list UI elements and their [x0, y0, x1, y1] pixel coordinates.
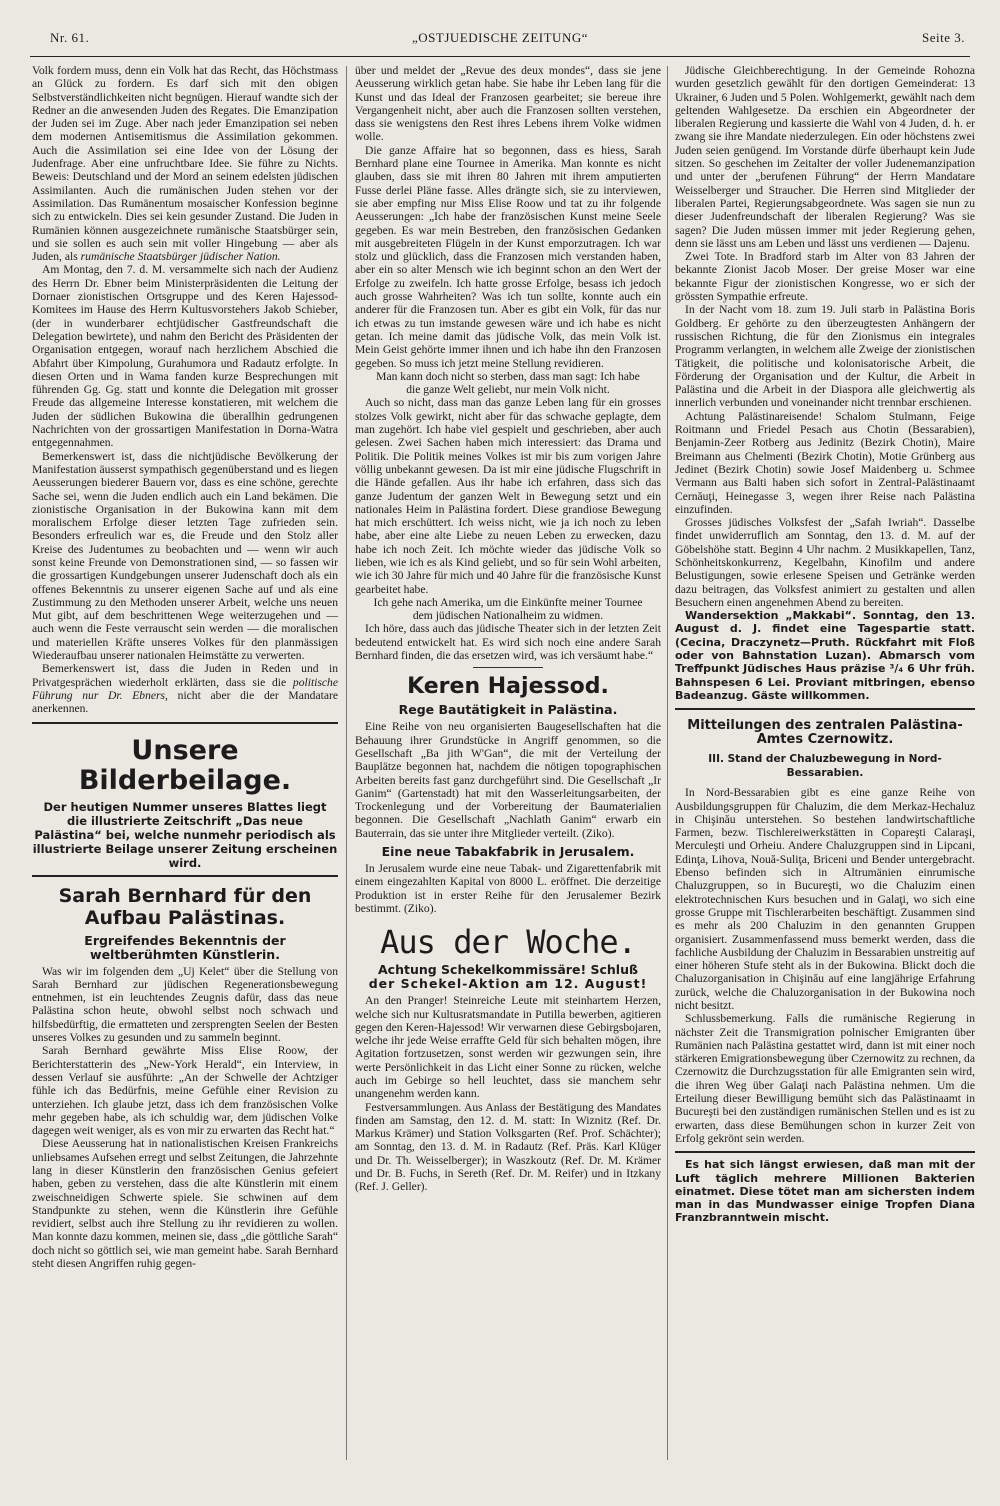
article-text: Was wir im folgenden dem „Uj Kelet“ über die Stellung von Sarah Bernhard zur jüdischen Regenerationsbewegung entnehmen, ist ein leuchtendes Zeugnis dafür, dass das neue Palästina schon heute, obwohl selbst noch schwach und hilfsbedürftig, die ermatteten und zersprengten Seelen der Besten unseres Volkes zu gesunden und zu sammeln beginnt. — [32, 964, 338, 1045]
box-text: Der heutigen Nummer unseres Blattes liegt die illustrierte Zeitschrift „Das neue Palästina“ bei, welche nunmehr periodisch als illustrierte Beilage unserer Zeitung erscheinen wird. — [32, 799, 338, 870]
article-text: Ich höre, dass auch das jüdische Theater sich in der letzten Zeit bedeutend entwickelt hat. Es wird sich noch eine andere Sarah Bernhard finden, die das ersetzen wird, was ich versäumt habe.“ — [355, 622, 661, 663]
section-headline: Mitteilungen des zentralen Palästina-Amtes Czernowitz. — [687, 718, 963, 748]
article-text: Bemerkenswert ist, dass die Juden in Reden und in Privatgesprächen wiederholt erklärten, dass sie die politische Führung nur Dr. Ebners, nicht aber die der Mandatare anerkennen. — [32, 662, 338, 716]
bilderbeilage-box — [32, 722, 338, 877]
header-rule — [30, 56, 970, 57]
article-text: Achtung Palästinareisende! Schalom Stulmann, Feige Roitmann und Friedel Pesach aus Chotin (Bessarabien), Benjamin-Zeer Rotberg aus Jedinitz (Bezirk Chotin), Maire Breimann aus Chelmenti (Bezirk Chotin), Motie Grünberg aus Jedinet (Bezirk Chotin) sowie Josef Maidenberg u. Schmee Vermann aus Balti haben sich sofort in Zentral-Palästinaamt Cernăuţi, Heinegasse 3, wegen ihrer Reise nach Palästina einzufinden. — [675, 409, 975, 516]
article-text: An den Pranger! Steinreiche Leute mit steinhartem Herzen, welche sich nur Kultusratsmandate in Putilla bewerben, agitieren gegen den Keren-Hajessod! Wir verwarnen diese Gebirgsbojaren, welche ihr jede Weise erraffte Geld für sich behalten mögen, ihre Agitation fortzusetzen, sonst werden wir gezwungen sein, ihre werte Persönlichkeit in das Licht einer Sonne zu rücken, welche auch im Gebirge so hell leuchtet, dass sie manchem sehr unangenehm werden kann. — [355, 994, 661, 1101]
article-text: Volk fordern muss, denn ein Volk hat das Recht, das Höchstmass an Glück zu fordern. Es darf sich mit den obigen Selbstverständlichkeiten nicht begnügen. Hierauf wandte sich der Redner an die anwesenden Juden des Regates. Die Emanzipation der Juden sei im Zuge. Aber nach jeder Emanzipation sei neben dem modernen Antisemitismus die Assimilation gekommen. Auch die Assimilation sei eine Idee von der Lösung der Judenfrage. Aber eine unfruchtbare Idee. Sie führe zu Nichts. Beweis: Deutschland und der Mord an seinem edelsten jüdischen Assimilanten. Auch die rumänischen Juden stehen vor der Assimilation. Das Rumänentum mosaischer Konfession beginne sich zu entwickeln. Dies sei kein gesunder Zustand. Die Juden in Rumänien können ausgezeichnete rumänische Staatsbürger sein, und sie sollen es auch sein mit voller Hingebung — aber als Juden, als rumänische Staatsbürger jüdischer Nation. — [32, 64, 338, 264]
article-subheadline: Rege Bautätigkeit in Palästina. — [398, 702, 618, 718]
issue-number: Nr. 61. — [50, 30, 90, 45]
article-text: Am Montag, den 7. d. M. versammelte sich nach der Audienz des Herrn Dr. Ebner beim Ministerpräsidenten die Leitung der Dornaer zionistischen Ortsgruppe und des Keren Hajessod-Komitees im Hause des Herrn Kultusvorstehers Jakob Schieber, (der in wunderbarer echtjüdischer Gastfreundschaft die Delegation bewirtete), und nahm den Bericht des Präsidenten der Organisation entgegen, worauf nach herzlichem Abschied die Abfahrt über Kimpolung, Gurahumora und Radautz erfolgte. In diesen Orten und in Wama fanden kurze Besprechungen mit führenden Gg. Gg. statt und konnte die Delegation mit grosser Freude das allgemeine Interesse konstatieren, mit welchem die Juden der südlichen Bukowina die überallhin gedrungenen Nachrichten von der grossartigen Manifestation in Dorna-Watra entgegennahmen. — [32, 263, 338, 450]
article-text: Schlussbemerkung. Falls die rumänische Regierung in nächster Zeit die Transmigration polnischer Emigranten über Rumänien nach Palästina gestattet wird, dann ist mit einer noch stärkeren Emigrationsbewegung über Czernowitz zu rechnen, da Czernowitz die Durchzugsstation für alle Emigranten sein wird, die ihren Weg über Galaţi nach Palästina nehmen. Um die Erteilung dieser Bewilligung bemüht sich das Palästinaamt in Bucureşti bei den zuständigen rumänischen Stellen und es ist zu erwarten, dass diese Bemühungen schon in kurzer Zeit von Erfolg gekrönt sein werden. — [675, 1012, 975, 1145]
article-text: über und meldet der „Revue des deux mondes“, dass sie jene Aeusserung wirklich getan habe. Sie habe ihr Leben lang für die Kunst und das Ideal der Franzosen gearbeitet; sie bereue ihre Vergangenheit nicht, aber auch die Franzosen sollten verstehen, dass sie wenigstens den Rest ihres Lebens ihrem Volke widmen wolle. — [355, 64, 661, 144]
article-subheadline: Ergreifendes Bekenntnis der weltberühmten Künstlerin. — [84, 932, 286, 962]
article-subheadline: Achtung Schekelkommissäre! Schluß — [378, 962, 638, 978]
article-text: Jüdische Gleichberechtigung. In der Gemeinde Rohozna wurden gesetzlich gewählt für den dortigen Gemeinderat: 13 Ukrainer, 6 Juden und 5 Polen. Wohlgemerkt, gewählt nach dem geltenden Wahlgesetze. Da erschien ein Abgeordneter der liberalen Regierung und kassierte die Wahl von 4 Juden, d. h. er zwang sie ihre Mandate niederzulegen. Ein oder höchstens zwei Juden seien genügend. Im Vorstande dürfe überhaupt kein Jude sitzen. So geschehen im Zeitalter der voller Judenemanzipation und unter der „berufenen Führung“ der Herrn Mandatare Weisselberger und Straucher. Die Herren sind Mitglieder der liberalen Partei, Regierungsabgeordnete. Was sagen sie nun zu dieser Judenfreundschaft der liberalen Regierung? Was sie sagen? Die Juden müssen immer mit jeder Regierung gehen, denn sie lässt uns am Leben und lässt uns verdienen — Dajenu. — [675, 64, 975, 250]
article-text: Auch so nicht, dass man das ganze Leben lang für ein grosses stolzes Volk gewirkt, nicht aber für das schwache geplagte, dem man zugehört. Ich habe viel gespielt und geschrieben, aber auch gelesen. Zwei Sachen haben mich interessiert: das Drama und Politik. Die Politik meines Volkes ist mir bis zum vorigen Jahre völlig unbekannt gewesen. Da ist mir eine jüdische Flugschrift in die Hände gefallen. Aus ihr habe ich erfahren, dass sich das ganze Judentum der ganzen Welt in Bewegung setzt und ein nationales Heim in Palästina fordert. Diese grandiose Bewegung hat mich erschüttert. Ich weiss nicht, wie ja ich noch zu leben habe, aber eine alte Liebe zu neuen Leben zu erwecken, dazu habe ich noch Zeit. Ich möchte wieder das jüdische Volk so lieben, wie ich es als Kind geliebt, und so für sein Wohl arbeiten, wie ich 30 Jahre für mich und 40 Jahre für die französische Kunst gearbeitet habe. — [355, 396, 661, 596]
page-header — [30, 30, 970, 54]
column-2 — [355, 64, 661, 1462]
advertisement — [675, 1151, 975, 1229]
page-number: Seite 3. — [922, 30, 965, 45]
article-text: In der Nacht vom 18. zum 19. Juli starb in Palästina Boris Goldberg. Er gehörte zu den überzeugtesten Anhängern der russischen Richtung, die für den Zionismus ein integrales Programm verlangten, in welchem alle Zweige der zionistischen Tätigkeit, die politische und kolonisatorische Arbeit, die Förderung der Organisation und der Kultur, die Arbeit in Palästina und die Arbeit in der Diaspora alle gleichwertig als innerlich verbunden und voneinander nicht trennbar erschienen. — [675, 303, 975, 410]
article-subheadline: der Schekel-Aktion am 12. August! — [368, 976, 648, 992]
column-divider — [667, 66, 668, 1460]
article-text: Bemerkenswert ist, dass die nichtjüdische Bevölkerung der Manifestation äusserst sympathisch gegenüberstand und es liegen Aeusserungen biederer Bauern vor, dass es eine schöne, gerechte Sache sei, wenn die Juden endlich auch ein Land bekämen. Die zionistische Organisation in der Bukowina kann mit dem moralischem Erfolge dieser letzten Tage zufrieden sein. Besonders erfreulich war es, die Freude und den Stolz aller Kreise des Judentumes zu beobachten und — wenn wir auch sonst keine Freunde von Demonstrationen sind, — so fassen wir die grossartigen Kundgebungen unserer Judenschaft doch als ein offenes Bekenntnis zu unserer eigenen Sache auf und als eine Zustimmung zu den Methoden unserer Arbeit, welche uns neuen Mut gibt, auf dem beschrittenen Wege weiterzugehen und — auch wenn die Feste verrauscht sein werden — die moralischen und materiellen Kräfte unseres Volkes für den planmässigen Wiederaufbau unserer nationalen Heimstätte zu verwerten. — [32, 449, 338, 663]
masthead: „OSTJUEDISCHE ZEITUNG“ — [411, 30, 588, 45]
article-quote: Ich gehe nach Amerika, um die Einkünfte meiner Tournee dem jüdischen Nationalheim zu widmen. — [373, 595, 643, 623]
article-text: Eine Reihe von neu organisierten Baugesellschaften hat die Behauung ihrer Grundstücke in Angriff genommen, so die Gesellschaft „Ba jith W'Gan“, die mit der Verteilung der Bauplätze begonnen hat, nachdem die nötigen topographischen Arbeiten bereits fast ganz durchgeführt sind. Die Gesellschaft „Ir Ganim“ (Gartenstadt) hat mit den Wasserleitungsarbeiten, der Trockenlegung und der Vorbereitung der Baumaterialien begonnen. Die Gesellschaft „Nachlath Ganim“ erwarb ein Bauterrain, das sie unter ihre Mitglieder verteilt. (Ziko). — [355, 720, 661, 840]
article-text: Die ganze Affaire hat so begonnen, dass es hiess, Sarah Bernhard plane eine Tournee in Amerika. Man konnte es nicht glauben, dass sie mit ihren 80 Jahren mit ihrem amputierten Fusse derlei Pläne fasse. Alles drängte sich, sie zu interviewen, sie aber empfing nur Miss Elise Roow und tat zu ihr folgende Aeusserungen: „Ich habe der französischen Kunst meine Seele gegeben. Es war mein Bestreben, den französischen Gedanken mit ausgebreiteten Flügeln in der Kunst emporzutragen. Ich war stolz und glücklich, dass die Franzosen mich verstanden haben, aber ein so alter Mensch wie ich beginnt schon an den Wert der Erfolge zu zweifeln. Ich hatte grosse Erfolge, besass ich jedoch auch grosse Wahrheiten? Was ich tun sollte, konnte auch ein anderer für die Franzosen tun. Aber es gibt ein Volk, für das nur ich etwas zu tun imstande gewesen wäre und ich habe es nicht getan. Ich meine damit das jüdische Volk, das mein Volk ist. Mein Geist gehörte immer ihnen und ich habe ihn den Franzosen gegeben. So muss ich jetzt meine Stellung revidieren. — [355, 143, 661, 370]
article-text: Grosses jüdisches Volksfest der „Safah Iwriah“. Dasselbe findet unwiderruflich am Sonntag, den 13. d. M. auf der Göbelshöhe statt. Beginn 4 Uhr nachm. 2 Musikkapellen, Tanz, Schönheitskonkurrenz, Kegelbahn, Kinofilm und andere Belustigungen, sowie erlesene Speisen und Getränke werden dazu beitragen, das Volksfest animiert zu gestalten und allen Besuchern einen angenehmen Abend zu bereiten. — [675, 516, 975, 609]
article-text: Diese Aeusserung hat in nationalistischen Kreisen Frankreichs unliebsames Aufsehen erregt und selbst Zeitungen, die Jahrzehnte lang in dieser Künstlerin den französischen Genius gefeiert haben, geben zu verstehen, dass die alte Künstlerin mit einem zweischneidigen Schwerte spiele. Sie schwinen auf dem Standpunkte zu stehen, wenn die Künstlerin ihre Gefühle revidiert, selbst auch ihre Stellung zu ihr revidieren zu wollen. Man konnte dazu kommen, meinen sie, dass „die göttliche Sarah“ doch nicht so göttlich sei, wie man gemeint habe. Sarah Bernhard steht diesen Angriffen ruhig gegen- — [32, 1137, 338, 1271]
article-text: Zwei Tote. In Bradford starb im Alter von 83 Jahren der bekannte Zionist Jacob Moser. Der greise Moser war eine bekannte Figur der zionistischen Kongresse, wo er sich der grössten Sympathie erfreute. — [675, 250, 975, 304]
article-text: Festversammlungen. Aus Anlass der Bestätigung des Mandates finden am Samstag, den 12. d. M. statt: In Wiznitz (Ref. Dr. Markus Krämer) und Station Volksgarten (Ref. Prof. Schächter); am Sonntag, den 13. d. M. in Radautz (Ref. Präs. Karl Klüger und Dr. Th. Weisselberger); in Waszkoutz (Ref. Dr. M. Krämer und Dr. B. Fuchs, in Sereth (Ref. Dr. M. Reifer) und in Itzkany (Ref. J. Geller). — [355, 1100, 661, 1194]
column-divider — [346, 66, 347, 1460]
article-subheadline: III. Stand der Chaluzbewegung in Nord-Bessarabien. — [708, 753, 942, 780]
separator — [473, 667, 543, 668]
article-text: Wandersektion „Makkabi“. Sonntag, den 13. August d. J. findet eine Tagespartie statt. (Cecina, Draczynetz—Pruth. Rückfahrt mit Floß oder von Bahnstation Luzan). Abmarsch vom Treffpunkt Jüdisches Haus präzise ³/₄ 6 Uhr früh. Bahnspesen 6 Lei. Proviant mitbringen, ebenso Badeanzug. Gäste willkommen. — [675, 609, 975, 702]
article-headline: Sarah Bernhard für den Aufbau Palästinas. — [58, 884, 312, 929]
article-text: In Jerusalem wurde eine neue Tabak- und Zigarettenfabrik mit einem eingezahlten Kapital von 8000 L. eröffnet. Die derzeitige Produktion ist in erster Reihe für den Jerusalemer Bezirk bestimmt. (Ziko). — [355, 862, 661, 915]
column-1 — [32, 64, 338, 1462]
article-text: Sarah Bernhard gewährte Miss Elise Roow, der Berichterstatterin des „New-York Herald“, ein Interview, in dessen Verlauf sie ausführte: „An der Schwelle der Achtziger fühle ich das Bedürfnis, meine Gefühle einer Revision zu unterziehen. Ich glaube jetzt, dass ich dem französischen Volke mehr gegeben habe, als ich schuldig war, dem jüdischen Volke dagegen weit weniger, als es von mir zu erwarten das Recht hat.“ — [32, 1044, 338, 1138]
ad-text: Es hat sich längst erwiesen, daß man mit der Luft täglich mehrere Millionen Bakterien einatmet. Diese tötet man am sichersten indem man in das Mundwasser einige Tropfen Diana Franzbranntwein mischt. — [675, 1158, 975, 1225]
article-quote: Man kann doch nicht so sterben, dass man sagt: Ich habe die ganze Welt geliebt, nur mein Volk nicht. — [376, 369, 640, 397]
column-3 — [675, 64, 975, 1462]
section-headline: Aus der Woche. — [380, 923, 636, 962]
section-headline: Keren Hajessod. — [407, 674, 609, 700]
box-title: Unsere Bilderbeilage. — [78, 734, 292, 796]
article-subheadline: Eine neue Tabakfabrik in Jerusalem. — [381, 844, 635, 860]
article-text: In Nord-Bessarabien gibt es eine ganze Reihe von Ausbildungsgruppen für Chaluzim, die dem Merkaz-Hechaluz in Chişinău unterstehen. So bestehen landwirtschaftliche Farmen, bezw. Tischlereiwerkstätten in Copareşti Calaraşi, Merculeşti und Orheiu. Andere Chaluzgruppen sind in Lipcani, Edinţa, Lihova, Nouă-Suliţa, Briceni und Bender untergebracht. Ebenso befinden sich in Altrumänien einrumische Chaluzgruppen, so in Bucureşti, wo die Chaluzim einen elektrotechnischen Kurs besuchen und in Galaţi, wo sich eine grosse Gruppe mit Tischlerarbeiten beschäftigt. Zusammen sind es mehr als 200 Chaluzim in den genannten Gruppen organisiert. Zusammenfassend muss bemerkt werden, dass die fachliche Ausbildung der Chaluzim in Bessarabien unstreitig auf einer höheren Stufe steht als in der Bukowina. Blickt doch die Chaluzorganisation in Chişinău auf eine langjährige Erfahrung zurück, welche die Chaluzorganisation in der Bukowina noch nicht besitzt. — [675, 786, 975, 1012]
palaestina-amt-section — [675, 708, 975, 780]
